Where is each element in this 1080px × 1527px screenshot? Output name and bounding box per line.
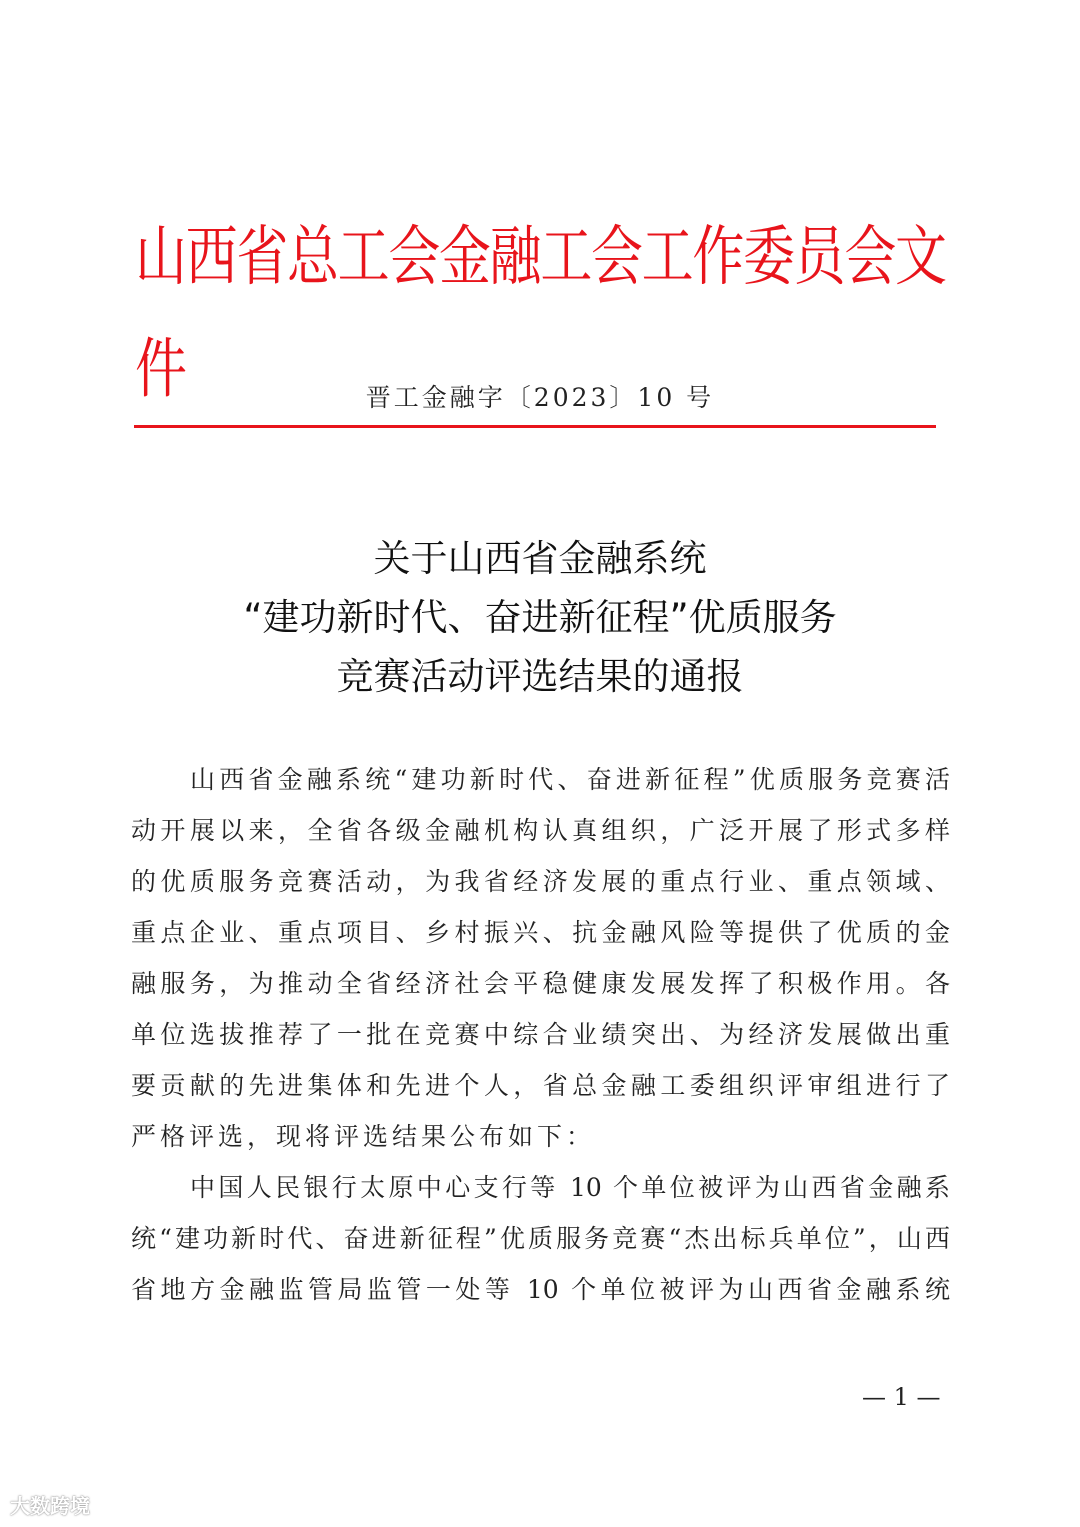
watermark-logo: 大数跨境 (10, 1494, 90, 1518)
heading-line-1: 关于山西省金融系统 (373, 537, 707, 580)
body-line: 要贡献的先进集体和先进个人，省总金融工委组织评审组进行了 (131, 1071, 950, 1100)
body-line: 融服务，为推动全省经济社会平稳健康发展发挥了积极作用。各 (131, 969, 950, 998)
heading-line-2: “建功新时代、奋进新征程”优质服务 (243, 596, 837, 639)
body-line: 重点企业、重点项目、乡村振兴、抗金融风险等提供了优质的金 (131, 918, 950, 947)
body-line: 省地方金融监管局监管一处等 10 个单位被评为山西省金融系统 (131, 1275, 950, 1304)
body-line: 动开展以来，全省各级金融机构认真组织，广泛开展了形式多样 (131, 816, 950, 845)
body-line: 山西省金融系统“建功新时代、奋进新征程”优质服务竞赛活 (190, 765, 950, 794)
body-line: 的优质服务竞赛活动，为我省经济发展的重点行业、重点领域、 (131, 867, 950, 896)
body-line: 单位选拔推荐了一批在竞赛中综合业绩突出、为经济发展做出重 (131, 1020, 950, 1049)
document-number: 晋工金融字〔2023〕10 号 (365, 383, 715, 412)
body-line: 严格评选，现将评选结果公布如下： (131, 1122, 596, 1151)
page-number: — 1 — (862, 1383, 941, 1411)
red-divider (134, 425, 936, 428)
body-line: 统“建功新时代、奋进新征程”优质服务竞赛“杰出标兵单位”，山西 (131, 1224, 950, 1253)
document-issuer-title: 山西省总工会金融工会工作委员会文件 (135, 219, 945, 407)
body-line: 中国人民银行太原中心支行等 10 个单位被评为山西省金融系 (190, 1173, 950, 1202)
heading-line-3: 竞赛活动评选结果的通报 (336, 655, 744, 698)
